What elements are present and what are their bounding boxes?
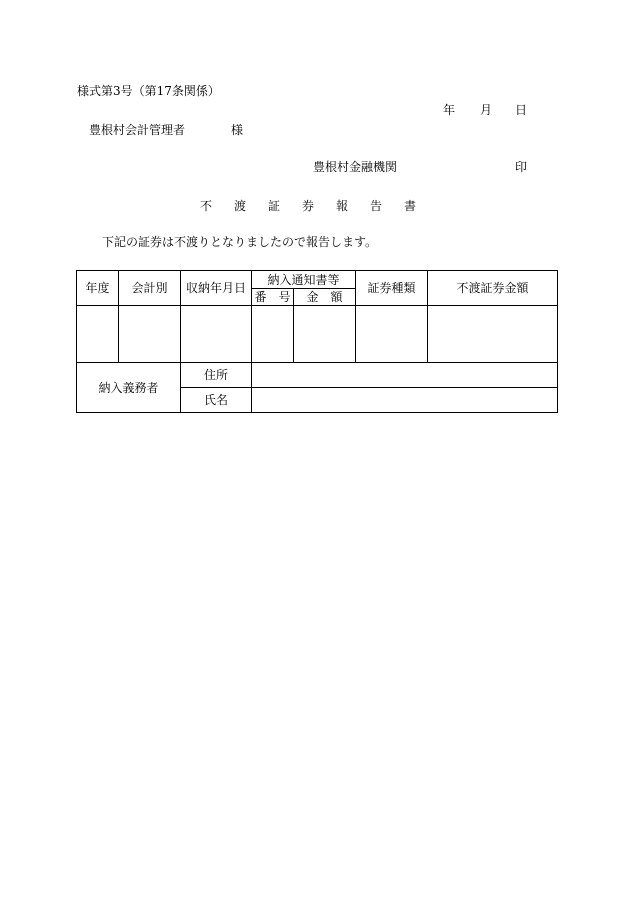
date-day-label: 日 xyxy=(515,103,528,117)
cell-account[interactable] xyxy=(119,306,181,363)
cell-security-type[interactable] xyxy=(356,306,428,363)
header-number: 番 号 xyxy=(252,289,294,306)
cell-receipt-date[interactable] xyxy=(181,306,252,363)
title-char: 券 xyxy=(302,199,315,213)
form-number: 様式第3号（第17条関係） xyxy=(77,84,220,98)
seal-mark: 印 xyxy=(515,160,528,174)
address-field[interactable] xyxy=(252,363,558,388)
cell-amount[interactable] xyxy=(294,306,356,363)
header-security-type: 証券種類 xyxy=(356,271,428,306)
table-row xyxy=(77,306,558,363)
title-char: 報 xyxy=(336,199,349,213)
header-receipt-date: 収納年月日 xyxy=(181,271,252,306)
title-char: 渡 xyxy=(234,199,247,213)
cell-year[interactable] xyxy=(77,306,119,363)
date-year-label: 年 xyxy=(443,103,456,117)
header-notice-group: 納入通知書等 xyxy=(252,271,356,289)
address-label: 住所 xyxy=(181,363,252,388)
title-char: 不 xyxy=(200,199,213,213)
addressee: 豊根村会計管理者 xyxy=(89,123,186,137)
header-year: 年度 xyxy=(77,271,119,306)
title-char: 証 xyxy=(268,199,281,213)
cell-number[interactable] xyxy=(252,306,294,363)
header-amount: 金 額 xyxy=(294,289,356,306)
name-label: 氏名 xyxy=(181,388,252,413)
header-dishonored-amount: 不渡証券金額 xyxy=(428,271,558,306)
report-table xyxy=(76,270,558,413)
payer-label: 納入義務者 xyxy=(77,363,181,413)
body-text: 下記の証券は不渡りとなりましたので報告します。 xyxy=(102,235,378,249)
date-month-label: 月 xyxy=(480,103,493,117)
honorific: 様 xyxy=(231,123,244,137)
cell-dishonored-amount[interactable] xyxy=(428,306,558,363)
name-field[interactable] xyxy=(252,388,558,413)
sender: 豊根村金融機関 xyxy=(313,160,398,174)
title-char: 告 xyxy=(370,199,383,213)
title-char: 書 xyxy=(404,199,417,213)
document-title xyxy=(200,199,416,213)
header-account: 会計別 xyxy=(119,271,181,306)
